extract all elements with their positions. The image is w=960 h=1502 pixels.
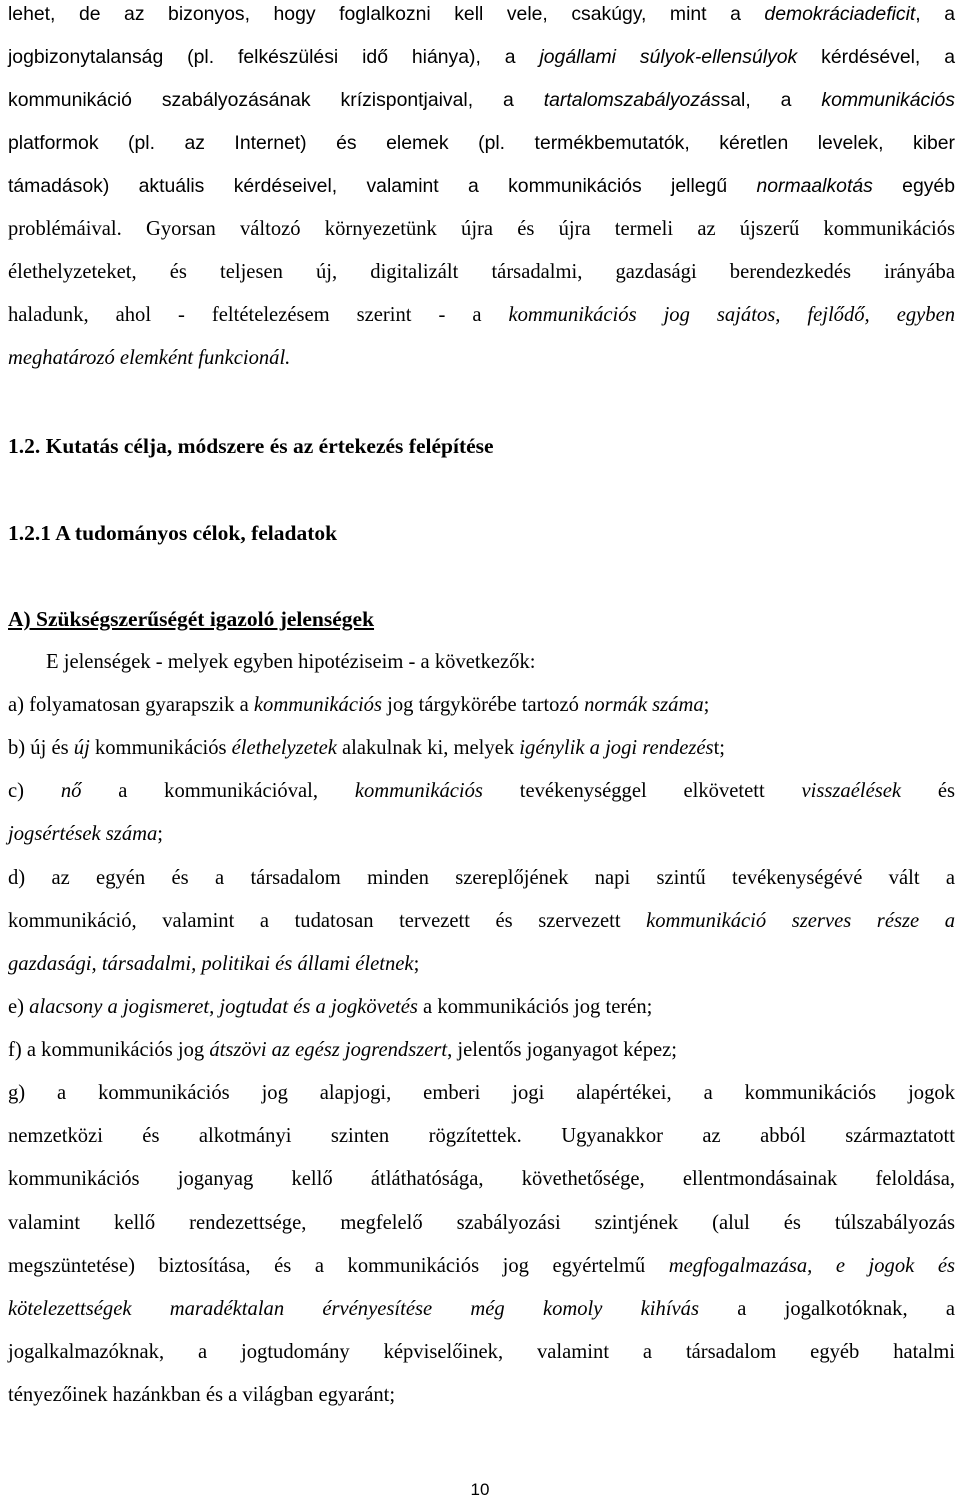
text-line <box>8 2 955 28</box>
list-item-g-cont <box>8 1297 955 1323</box>
text-run: , a <box>915 3 955 25</box>
italic-text: tartalomszabályozás <box>543 89 721 111</box>
list-item-g-cont <box>8 1340 955 1366</box>
text-run: egyéb <box>872 175 955 197</box>
italic-text: kommunikáció szerves része a <box>646 910 955 932</box>
text-run: lehet, de az bizonyos, hogy foglalkozni kell vele, csakúgy, mint a <box>8 3 765 25</box>
text-line <box>8 217 955 243</box>
italic-text: kommunikációs jog sajátos, fejlődő, egyben <box>508 304 956 326</box>
list-item-g-cont <box>8 1124 955 1150</box>
italic-text: kommunikációs <box>821 89 955 111</box>
italic-text: nő <box>60 780 82 802</box>
text-run: e) <box>8 996 30 1018</box>
list-item-e <box>8 995 955 1021</box>
text-run: élethelyzeteket, és teljesen új, digitalizált társadalmi, gazdasági berendezkedés irányába <box>8 261 955 283</box>
italic-text: élethelyzetek <box>231 737 337 759</box>
text-line <box>8 260 955 286</box>
italic-text: normák száma <box>584 694 704 716</box>
italic-text: gazdasági, társadalmi, politikai és állami életnek <box>8 953 414 975</box>
text-run: E jelenségek - melyek egyben hipotéziseim - a következők: <box>46 651 536 673</box>
text-run: platformok (pl. az Internet) és elemek (pl. termékbemutatók, kéretlen levelek, kiber <box>8 132 955 154</box>
italic-text: átszövi az egész jogrendszert <box>209 1039 448 1061</box>
text-line <box>8 346 955 372</box>
text-run: nemzetközi és alkotmányi szinten rögzítettek. Ugyanakkor az abból származtatott <box>8 1125 955 1147</box>
text-run: kérdésével, a <box>797 46 955 68</box>
section-heading <box>8 434 955 460</box>
italic-text: igénylik a jogi rendezés <box>519 737 714 759</box>
text-run: 1.2. Kutatás célja, módszere és az értekezés felépítése <box>8 434 494 458</box>
text-run: és <box>901 780 955 802</box>
text-run: f) a kommunikációs jog <box>8 1039 210 1061</box>
text-run: tényezőinek hazánkban és a világban egyaránt; <box>8 1384 396 1406</box>
text-run: g) a kommunikációs jog alapjogi, emberi jogi alapértékei, a kommunikációs jogok <box>8 1082 955 1104</box>
list-item-a <box>8 693 955 719</box>
text-run: támadások) aktuális kérdéseivel, valamint a kommunikációs jellegű <box>8 175 757 197</box>
list-item-c <box>8 779 955 805</box>
italic-text: demokráciadeficit <box>764 3 916 25</box>
text-run: c) <box>8 780 61 802</box>
text-run: a kommunikációval, <box>81 780 355 802</box>
italic-text: meghatározó elemként funkcionál. <box>8 347 291 369</box>
list-item-d-cont <box>8 952 955 978</box>
list-item-c-cont <box>8 822 955 848</box>
text-line <box>8 303 955 329</box>
text-run: Gyorsan változó környezetünk újra és újra termeli az újszerű kommunikációs <box>146 218 956 240</box>
italic-text: alacsony a jogismeret, jogtudat és a jogkövetés <box>29 996 418 1018</box>
text-line <box>8 88 955 114</box>
text-run: ; <box>703 694 710 716</box>
subheading-a <box>8 607 955 633</box>
list-item-g-cont <box>8 1211 955 1237</box>
intro-line <box>46 650 960 676</box>
text-run: sal, a <box>720 89 822 111</box>
list-item-d-cont <box>8 909 955 935</box>
text-run: ; <box>157 823 164 845</box>
text-run: a kommunikációs jog terén; <box>417 996 653 1018</box>
text-run: A) Szükségszerűségét igazoló jelenségek <box>8 607 375 631</box>
text-run: haladunk, ahol - feltételezésem szerint - a <box>8 304 509 326</box>
text-line <box>8 45 955 71</box>
italic-text: jogállami súlyok-ellensúlyok <box>539 46 798 68</box>
list-item-g-cont <box>8 1383 955 1409</box>
italic-text: új <box>73 737 90 759</box>
list-item-g-cont <box>8 1167 955 1193</box>
list-item-b <box>8 736 955 762</box>
text-run: kommunikációs joganyag kellő átláthatósága, követhetősége, ellentmondásainak feloldása, <box>8 1168 955 1190</box>
italic-text: kommunikációs <box>253 694 382 716</box>
text-line <box>8 131 955 157</box>
text-run: ; <box>413 953 420 975</box>
text-run: kommunikáció, valamint a tudatosan tervezett és szervezett <box>8 910 647 932</box>
italic-text: kötelezettségek maradéktalan érvényesítése még komoly kihívás <box>8 1298 699 1320</box>
list-item-f <box>8 1038 955 1064</box>
italic-text: jogsértések száma <box>8 823 158 845</box>
text-run: kommunikáció szabályozásának krízispontjaival, a <box>8 89 544 111</box>
text-run: 1.2.1 A tudományos célok, feladatok <box>8 521 338 545</box>
italic-text: visszaélések <box>801 780 902 802</box>
text-run: b) új és <box>8 737 74 759</box>
italic-text: kommunikációs <box>354 780 483 802</box>
text-run: a jogalkotóknak, a <box>699 1298 955 1320</box>
list-item-g <box>8 1081 955 1107</box>
text-run: d) az egyén és a társadalom minden szereplőjének napi szintű tevékenységévé vált a <box>8 867 955 889</box>
text-run: problémáival. <box>8 218 146 240</box>
text-run: jog tárgykörébe tartozó <box>382 694 585 716</box>
page-number: 10 <box>470 1480 490 1499</box>
text-run: megszüntetése) biztosítása, és a kommunikációs jog egyértelmű <box>8 1255 669 1277</box>
text-run: valamint kellő rendezettsége, megfelelő szabályozási szintjének (alul és túlszabályozás <box>8 1212 955 1234</box>
text-run: kommunikációs <box>89 737 232 759</box>
italic-text: normaalkotás <box>756 175 873 197</box>
italic-text: megfogalmazása, e jogok és <box>668 1255 955 1277</box>
text-run: , jelentős joganyagot képez; <box>447 1039 677 1061</box>
list-item-d <box>8 866 955 892</box>
subsection-heading <box>8 521 955 547</box>
list-item-g-cont <box>8 1254 955 1280</box>
text-run: alakulnak ki, melyek <box>336 737 520 759</box>
text-run: t; <box>713 737 726 759</box>
text-run: jogbizonytalanság (pl. felkészülési idő hiánya), a <box>8 46 540 68</box>
text-run: jogalkalmazóknak, a jogtudomány képviselőinek, valamint a társadalom egyéb hatalmi <box>8 1341 955 1363</box>
text-run: tevékenységgel elkövetett <box>482 780 802 802</box>
text-line <box>8 174 955 200</box>
text-run: a) folyamatosan gyarapszik a <box>8 694 254 716</box>
